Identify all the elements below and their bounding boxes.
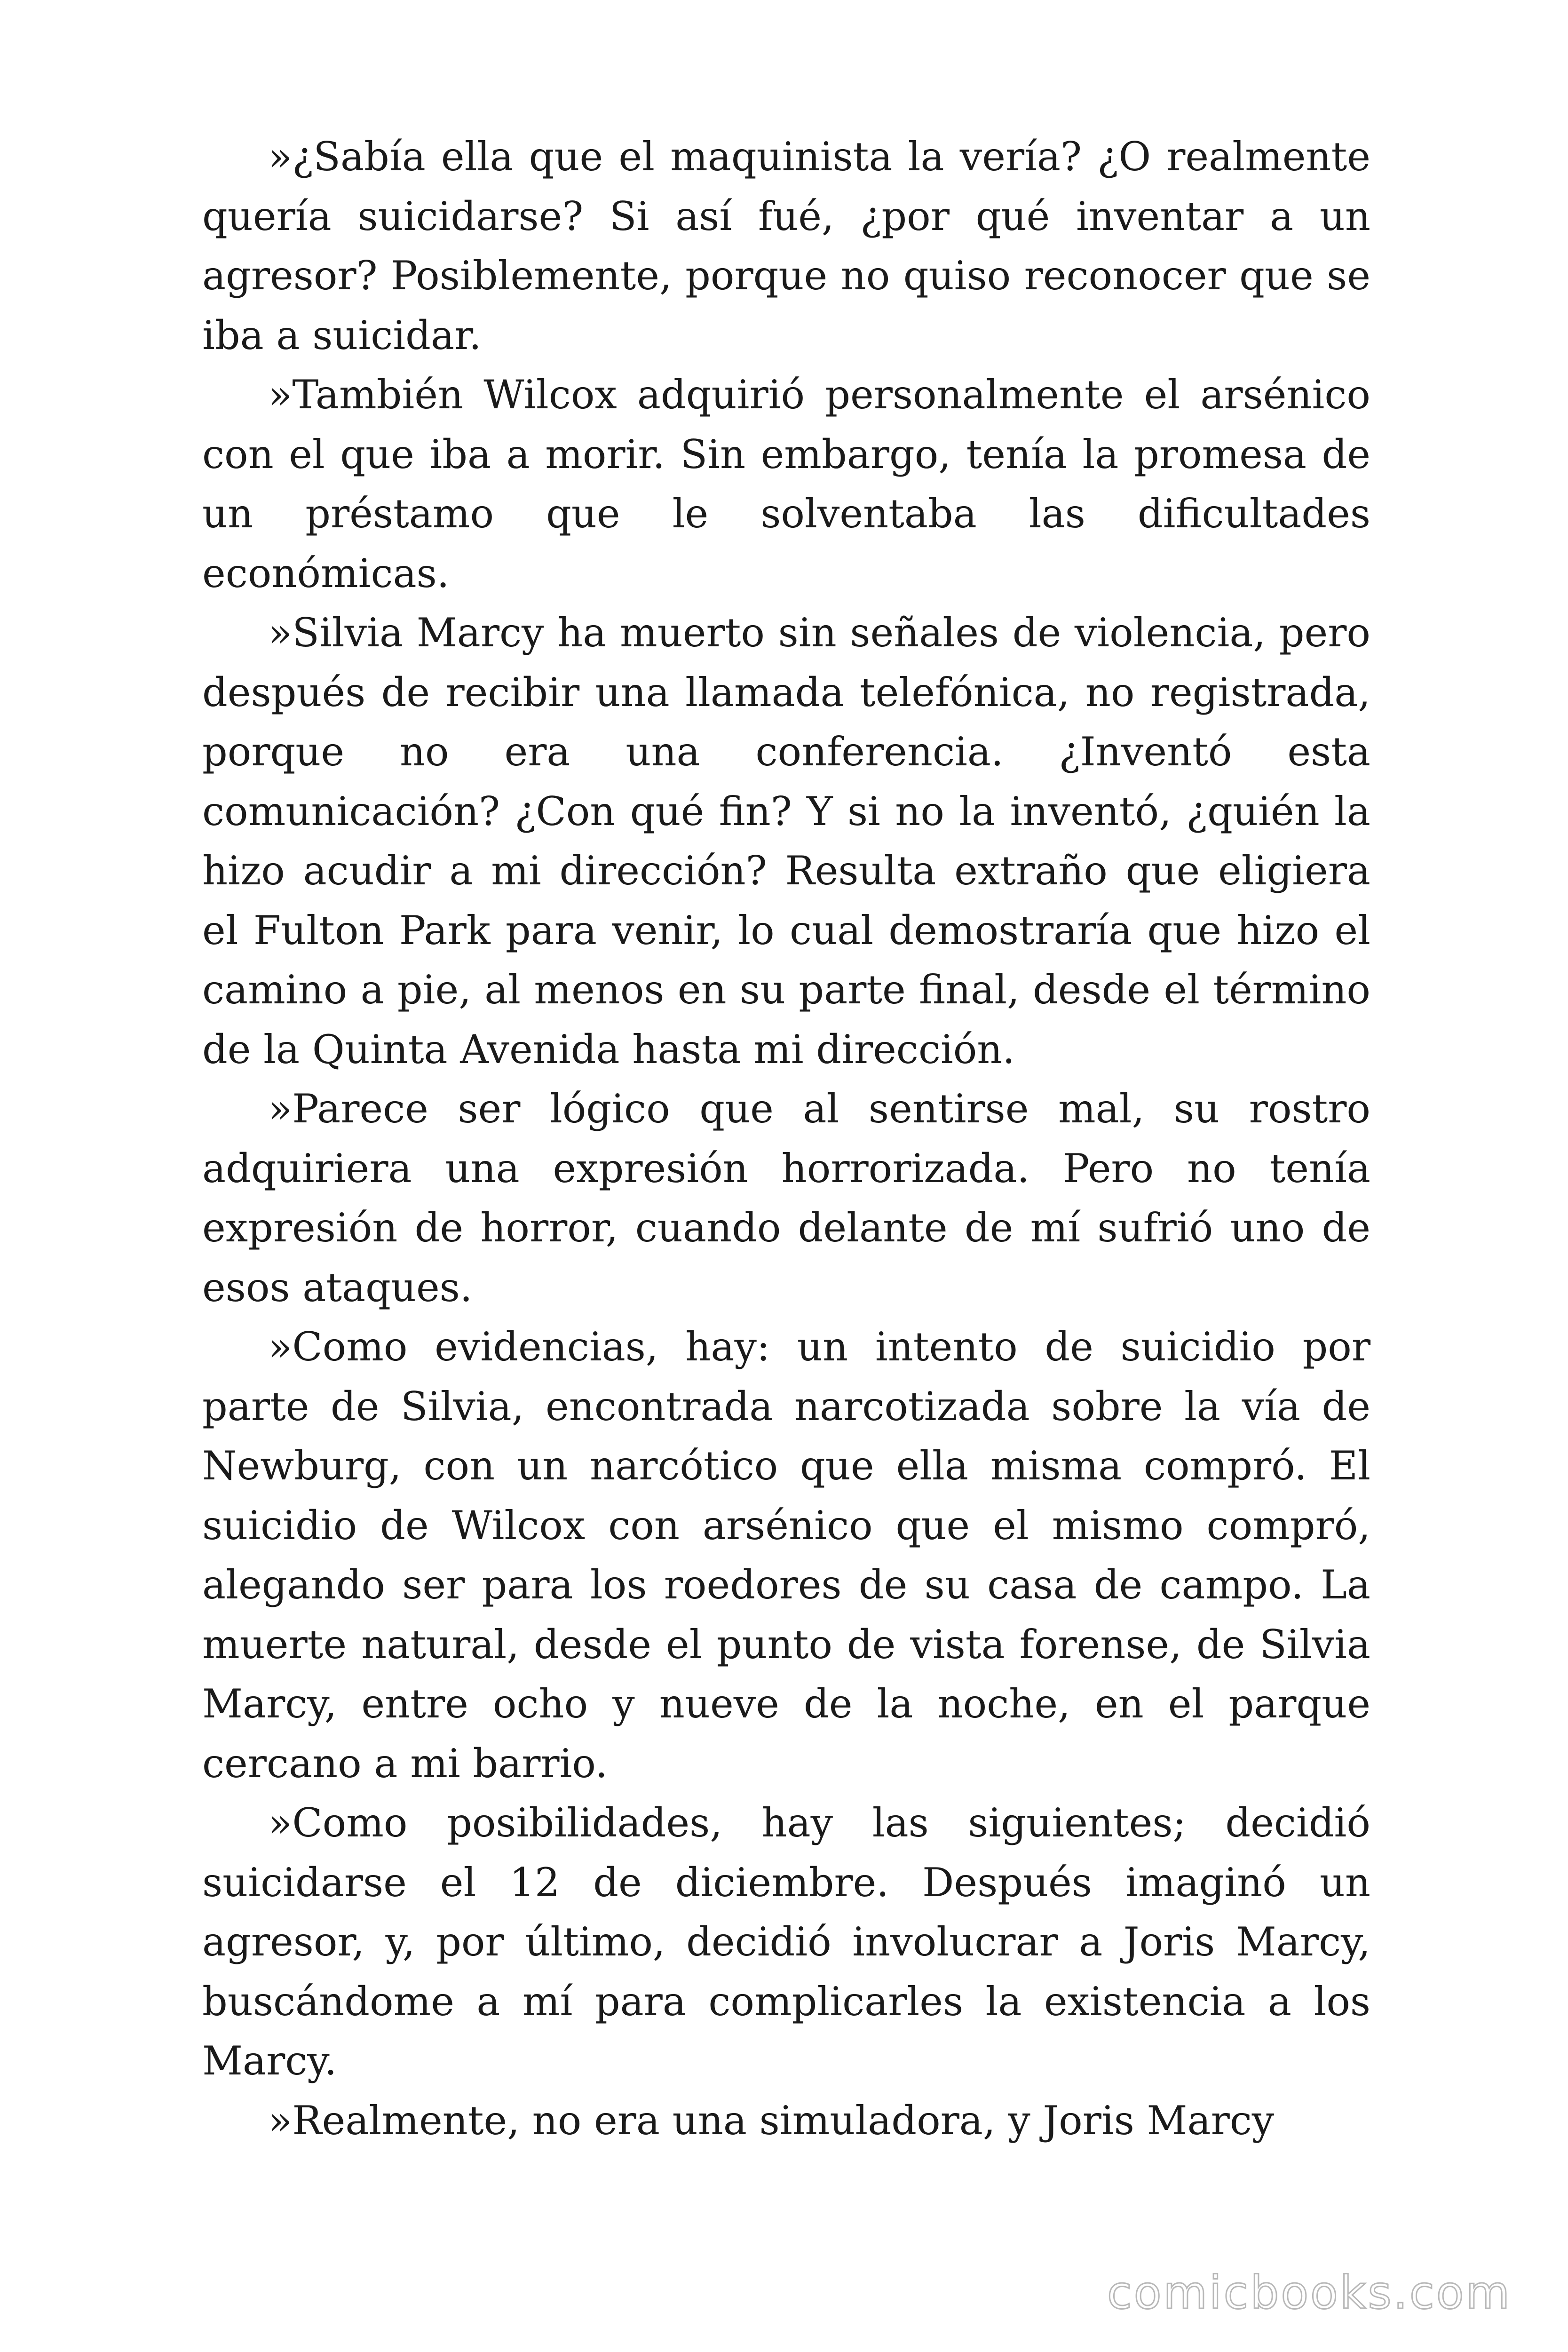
paragraph: »Como posibilidades, hay las siguientes; decidió suicidarse el 12 de diciembre. Después imaginó un agresor, y, por último, decidió involucrar a Joris Marcy, buscándome a mí para complicarles la existencia a los Marcy. [202, 1800, 1370, 2084]
paragraph: »¿Sabía ella que el maquinista la vería? ¿O realmente quería suicidarse? Si así fué, ¿por qué inventar a un agresor? Posiblemente, porque no quiso reconocer que se iba a suicidar. [202, 134, 1370, 358]
paragraph: »También Wilcox adquirió personalmente el arsénico con el que iba a morir. Sin embargo, tenía la promesa de un préstamo que le solventaba las dificultades económicas. [202, 372, 1370, 596]
paragraph: »Como evidencias, hay: un intento de suicidio por parte de Silvia, encontrada narcotizada sobre la vía de Newburg, con un narcótico que ella misma compró. El suicidio de Wilcox con arsénico que el mismo compró, alegando ser para los roedores de su casa de campo. La muerte natural, desde el punto de vista forense, de Silvia Marcy, entre ocho y nueve de la noche, en el parque cercano a mi barrio. [202, 1324, 1370, 1787]
paragraph: »Realmente, no era una simuladora, y Joris Marcy [268, 2097, 1275, 2144]
paragraph: »Silvia Marcy ha muerto sin señales de violencia, pero después de recibir una llamada telefónica, no registrada, porque no era una conferencia. ¿Inventó esta comunicación? ¿Con qué fin? Y si no la inventó, ¿quién la hizo acudir a mi dirección? Resulta extraño que eligiera el Fulton Park para venir, lo cual demostraría que hizo el camino a pie, al menos en su parte final, desde el término de la Quinta Avenida hasta mi dirección. [202, 610, 1370, 1073]
page-text [202, 127, 1370, 2150]
watermark: comicbooks.com [1107, 2266, 1512, 2319]
paragraph: »Parece ser lógico que al sentirse mal, su rostro adquiriera una expresión horrorizada. Pero no tenía expresión de horror, cuando delante de mí sufrió uno de esos ataques. [202, 1086, 1370, 1311]
